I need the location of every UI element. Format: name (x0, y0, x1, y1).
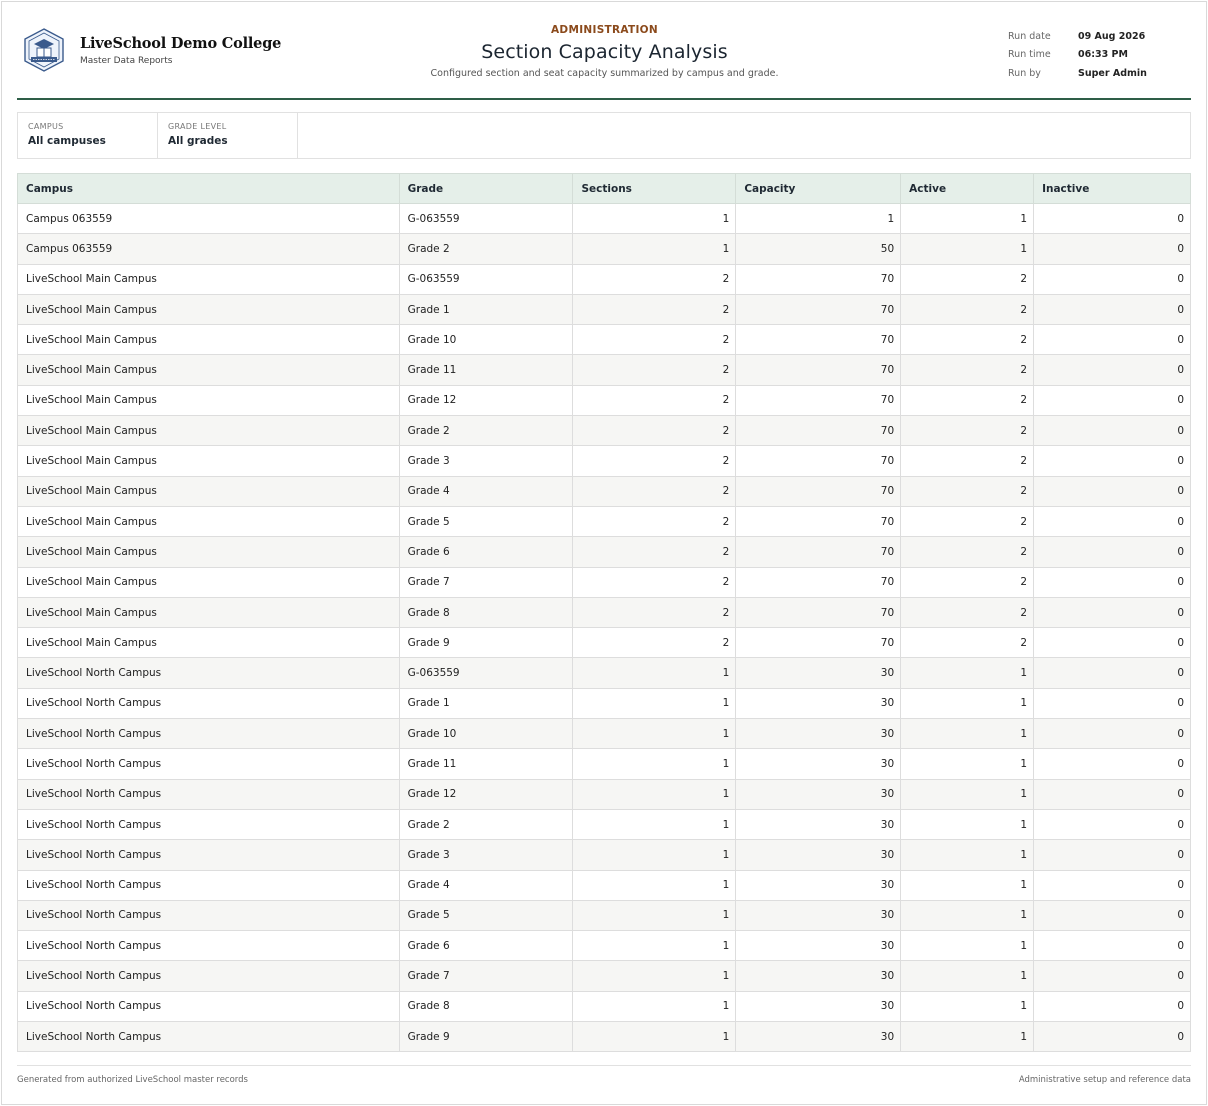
table-row (18, 294, 1191, 324)
table-row (18, 234, 1191, 264)
active-cell: 1 (901, 931, 1034, 961)
inactive-cell: 0 (1034, 900, 1191, 930)
grade-cell: Grade 7 (399, 961, 573, 991)
table-row (18, 719, 1191, 749)
campus-cell: LiveSchool Main Campus (18, 355, 400, 385)
grade-cell: Grade 2 (399, 416, 573, 446)
campus-filter-value: All campuses (28, 135, 106, 147)
run-time-label: Run time (1008, 49, 1051, 61)
campus-cell: LiveSchool North Campus (18, 900, 400, 930)
campus-cell: LiveSchool Main Campus (18, 385, 400, 415)
sections-cell: 1 (573, 961, 736, 991)
footer-source-note: Generated from authorized LiveSchool master records (17, 1075, 248, 1085)
inactive-cell: 0 (1034, 446, 1191, 476)
run-by-value: Super Admin (1078, 67, 1147, 79)
campus-cell: LiveSchool North Campus (18, 809, 400, 839)
table-row (18, 597, 1191, 627)
sections-cell: 2 (573, 476, 736, 506)
sections-cell: 1 (573, 779, 736, 809)
grade-cell: Grade 2 (399, 809, 573, 839)
table-row (18, 658, 1191, 688)
column-header-campus[interactable]: Campus (18, 174, 400, 204)
active-cell: 1 (901, 840, 1034, 870)
capacity-cell: 30 (736, 1022, 901, 1052)
table-row (18, 931, 1191, 961)
grade-cell: Grade 6 (399, 537, 573, 567)
table-row (18, 900, 1191, 930)
table-row (18, 870, 1191, 900)
table-row (18, 809, 1191, 839)
inactive-cell: 0 (1034, 385, 1191, 415)
inactive-cell: 0 (1034, 658, 1191, 688)
sections-cell: 1 (573, 204, 736, 234)
grade-cell: Grade 1 (399, 688, 573, 718)
inactive-cell: 0 (1034, 567, 1191, 597)
inactive-cell: 0 (1034, 294, 1191, 324)
active-cell: 2 (901, 597, 1034, 627)
campus-filter[interactable] (18, 113, 158, 158)
page-subtitle: Configured section and seat capacity summarized by campus and grade. (430, 68, 779, 79)
sections-cell: 1 (573, 658, 736, 688)
inactive-cell: 0 (1034, 537, 1191, 567)
active-cell: 1 (901, 961, 1034, 991)
capacity-cell: 70 (736, 294, 901, 324)
capacity-cell: 70 (736, 355, 901, 385)
inactive-cell: 0 (1034, 840, 1191, 870)
campus-filter-label: CAMPUS (28, 122, 64, 131)
campus-cell: LiveSchool North Campus (18, 1022, 400, 1052)
run-date-value: 09 Aug 2026 (1078, 30, 1146, 42)
inactive-cell: 0 (1034, 719, 1191, 749)
grade-level-filter[interactable] (158, 113, 298, 158)
column-header-active[interactable]: Active (901, 174, 1034, 204)
sections-cell: 2 (573, 597, 736, 627)
active-cell: 1 (901, 870, 1034, 900)
capacity-cell: 70 (736, 628, 901, 658)
campus-cell: LiveSchool North Campus (18, 840, 400, 870)
inactive-cell: 0 (1034, 1022, 1191, 1052)
active-cell: 1 (901, 1022, 1034, 1052)
sections-cell: 2 (573, 446, 736, 476)
sections-cell: 1 (573, 840, 736, 870)
table-row (18, 537, 1191, 567)
campus-cell: LiveSchool Main Campus (18, 597, 400, 627)
sections-cell: 2 (573, 537, 736, 567)
campus-cell: LiveSchool North Campus (18, 749, 400, 779)
capacity-cell: 1 (736, 204, 901, 234)
capacity-cell: 30 (736, 961, 901, 991)
active-cell: 1 (901, 749, 1034, 779)
active-cell: 1 (901, 779, 1034, 809)
campus-cell: LiveSchool Main Campus (18, 476, 400, 506)
grade-cell: G-063559 (399, 658, 573, 688)
report-footer (17, 1065, 1191, 1085)
run-date-label: Run date (1008, 30, 1051, 42)
table-row (18, 476, 1191, 506)
sections-cell: 2 (573, 294, 736, 324)
campus-cell: LiveSchool North Campus (18, 658, 400, 688)
inactive-cell: 0 (1034, 476, 1191, 506)
run-time-row (1008, 46, 1147, 65)
capacity-cell: 70 (736, 416, 901, 446)
sections-cell: 1 (573, 991, 736, 1021)
campus-cell: LiveSchool North Campus (18, 688, 400, 718)
run-date-row (1008, 27, 1147, 46)
inactive-cell: 0 (1034, 870, 1191, 900)
column-header-inactive[interactable]: Inactive (1034, 174, 1191, 204)
active-cell: 2 (901, 446, 1034, 476)
capacity-cell: 70 (736, 476, 901, 506)
run-time-value: 06:33 PM (1078, 49, 1128, 61)
capacity-cell: 30 (736, 779, 901, 809)
campus-cell: LiveSchool Main Campus (18, 628, 400, 658)
table-header-row (18, 174, 1191, 204)
campus-cell: Campus 063559 (18, 234, 400, 264)
active-cell: 2 (901, 385, 1034, 415)
active-cell: 1 (901, 658, 1034, 688)
campus-cell: LiveSchool Main Campus (18, 537, 400, 567)
brand-text (80, 35, 281, 66)
capacity-cell: 70 (736, 597, 901, 627)
sections-cell: 2 (573, 506, 736, 536)
inactive-cell: 0 (1034, 779, 1191, 809)
report-heading (317, 24, 892, 79)
table-row (18, 991, 1191, 1021)
capacity-table (17, 173, 1191, 1052)
capacity-cell: 30 (736, 809, 901, 839)
inactive-cell: 0 (1034, 809, 1191, 839)
active-cell: 1 (901, 234, 1034, 264)
active-cell: 2 (901, 476, 1034, 506)
run-by-label: Run by (1008, 67, 1041, 79)
capacity-cell: 70 (736, 385, 901, 415)
table-row (18, 1022, 1191, 1052)
sections-cell: 1 (573, 688, 736, 718)
table-row (18, 779, 1191, 809)
grade-cell: Grade 12 (399, 385, 573, 415)
grade-cell: Grade 1 (399, 294, 573, 324)
capacity-cell: 50 (736, 234, 901, 264)
inactive-cell: 0 (1034, 961, 1191, 991)
campus-cell: LiveSchool Main Campus (18, 567, 400, 597)
campus-cell: LiveSchool Main Campus (18, 506, 400, 536)
sections-cell: 2 (573, 264, 736, 294)
active-cell: 2 (901, 294, 1034, 324)
inactive-cell: 0 (1034, 628, 1191, 658)
sections-cell: 1 (573, 870, 736, 900)
active-cell: 2 (901, 506, 1034, 536)
grade-cell: Grade 9 (399, 628, 573, 658)
sections-cell: 1 (573, 931, 736, 961)
grade-cell: Grade 4 (399, 476, 573, 506)
active-cell: 2 (901, 567, 1034, 597)
capacity-cell: 30 (736, 688, 901, 718)
school-crest-icon (23, 28, 65, 72)
campus-cell: LiveSchool Main Campus (18, 446, 400, 476)
grade-cell: Grade 12 (399, 779, 573, 809)
grade-cell: Grade 4 (399, 870, 573, 900)
capacity-cell: 70 (736, 325, 901, 355)
report-kicker: ADMINISTRATION (551, 24, 658, 36)
inactive-cell: 0 (1034, 234, 1191, 264)
table-row (18, 628, 1191, 658)
campus-cell: LiveSchool North Campus (18, 931, 400, 961)
inactive-cell: 0 (1034, 749, 1191, 779)
brand (23, 28, 281, 72)
campus-cell: LiveSchool North Campus (18, 719, 400, 749)
sections-cell: 2 (573, 628, 736, 658)
inactive-cell: 0 (1034, 416, 1191, 446)
grade-cell: G-063559 (399, 264, 573, 294)
capacity-cell: 30 (736, 658, 901, 688)
run-by-row (1008, 64, 1147, 83)
active-cell: 2 (901, 628, 1034, 658)
active-cell: 2 (901, 355, 1034, 385)
grade-cell: Grade 8 (399, 991, 573, 1021)
active-cell: 2 (901, 264, 1034, 294)
grade-cell: Grade 11 (399, 749, 573, 779)
grade-cell: Grade 6 (399, 931, 573, 961)
active-cell: 1 (901, 204, 1034, 234)
inactive-cell: 0 (1034, 355, 1191, 385)
campus-cell: LiveSchool North Campus (18, 961, 400, 991)
capacity-cell: 70 (736, 506, 901, 536)
grade-level-filter-value: All grades (168, 135, 228, 147)
sections-cell: 1 (573, 809, 736, 839)
inactive-cell: 0 (1034, 325, 1191, 355)
active-cell: 2 (901, 537, 1034, 567)
grade-cell: Grade 8 (399, 597, 573, 627)
grade-cell: Grade 11 (399, 355, 573, 385)
table-row (18, 961, 1191, 991)
grade-cell: Grade 9 (399, 1022, 573, 1052)
table-row (18, 567, 1191, 597)
campus-cell: LiveSchool Main Campus (18, 416, 400, 446)
brand-subtitle: Master Data Reports (80, 55, 173, 66)
capacity-cell: 30 (736, 900, 901, 930)
capacity-cell: 30 (736, 931, 901, 961)
capacity-cell: 30 (736, 719, 901, 749)
capacity-cell: 30 (736, 749, 901, 779)
capacity-cell: 30 (736, 840, 901, 870)
table-body (18, 204, 1191, 1052)
campus-cell: LiveSchool North Campus (18, 779, 400, 809)
column-header-grade[interactable]: Grade (399, 174, 573, 204)
grade-cell: G-063559 (399, 204, 573, 234)
grade-cell: Grade 7 (399, 567, 573, 597)
campus-cell: Campus 063559 (18, 204, 400, 234)
inactive-cell: 0 (1034, 204, 1191, 234)
grade-cell: Grade 10 (399, 325, 573, 355)
brand-name: LiveSchool Demo College (80, 34, 282, 52)
inactive-cell: 0 (1034, 506, 1191, 536)
table-row (18, 749, 1191, 779)
campus-cell: LiveSchool Main Campus (18, 264, 400, 294)
campus-cell: LiveSchool North Campus (18, 870, 400, 900)
table-row (18, 385, 1191, 415)
footer-category-note: Administrative setup and reference data (1018, 1075, 1191, 1085)
grade-cell: Grade 2 (399, 234, 573, 264)
filter-bar (17, 112, 1191, 159)
sections-cell: 1 (573, 749, 736, 779)
table-row (18, 506, 1191, 536)
grade-cell: Grade 3 (399, 840, 573, 870)
sections-cell: 2 (573, 355, 736, 385)
grade-level-filter-label: GRADE LEVEL (168, 122, 227, 131)
grade-cell: Grade 10 (399, 719, 573, 749)
report-header (17, 14, 1191, 100)
grade-cell: Grade 3 (399, 446, 573, 476)
table-row (18, 446, 1191, 476)
column-header-capacity[interactable]: Capacity (736, 174, 901, 204)
sections-cell: 2 (573, 385, 736, 415)
inactive-cell: 0 (1034, 688, 1191, 718)
campus-cell: LiveSchool Main Campus (18, 325, 400, 355)
table-row (18, 416, 1191, 446)
sections-cell: 2 (573, 325, 736, 355)
column-header-sections[interactable]: Sections (573, 174, 736, 204)
table-row (18, 688, 1191, 718)
capacity-cell: 70 (736, 567, 901, 597)
table-row (18, 204, 1191, 234)
capacity-cell: 30 (736, 991, 901, 1021)
active-cell: 1 (901, 719, 1034, 749)
capacity-cell: 70 (736, 537, 901, 567)
sections-cell: 1 (573, 719, 736, 749)
sections-cell: 1 (573, 900, 736, 930)
campus-cell: LiveSchool North Campus (18, 991, 400, 1021)
page-title: Section Capacity Analysis (481, 41, 728, 63)
sections-cell: 2 (573, 567, 736, 597)
active-cell: 2 (901, 325, 1034, 355)
capacity-cell: 70 (736, 446, 901, 476)
table-row (18, 840, 1191, 870)
inactive-cell: 0 (1034, 991, 1191, 1021)
campus-cell: LiveSchool Main Campus (18, 294, 400, 324)
sections-cell: 1 (573, 234, 736, 264)
table-row (18, 264, 1191, 294)
sections-cell: 1 (573, 1022, 736, 1052)
table-row (18, 325, 1191, 355)
grade-cell: Grade 5 (399, 900, 573, 930)
inactive-cell: 0 (1034, 597, 1191, 627)
table-row (18, 355, 1191, 385)
active-cell: 1 (901, 809, 1034, 839)
active-cell: 1 (901, 991, 1034, 1021)
grade-cell: Grade 5 (399, 506, 573, 536)
capacity-cell: 70 (736, 264, 901, 294)
inactive-cell: 0 (1034, 264, 1191, 294)
active-cell: 1 (901, 900, 1034, 930)
run-info (1008, 27, 1147, 83)
active-cell: 1 (901, 688, 1034, 718)
sections-cell: 2 (573, 416, 736, 446)
inactive-cell: 0 (1034, 931, 1191, 961)
active-cell: 2 (901, 416, 1034, 446)
capacity-cell: 30 (736, 870, 901, 900)
